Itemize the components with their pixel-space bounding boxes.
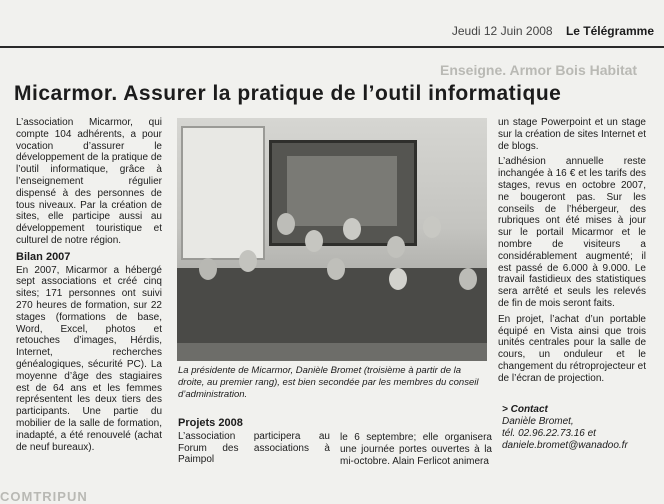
column-right <box>498 117 646 389</box>
intro-paragraph: L’association Micarmor, qui compte 104 adhérents, a pour vocation d’assurer le développement de la pratique de l’outil informatique, grâce à l’enseignement régulier dispensé à des personnes de tous niveaux. Par la création de sites, elle participe aussi au développement touristique et culturel de notre région. <box>16 117 162 246</box>
projets-heading: Projets 2008 <box>178 417 243 429</box>
contact-name: Danièle Bromet, <box>502 416 574 427</box>
photo-caption: La présidente de Micarmor, Danièle Bromet (troisième à partir de la droite, au premier rang), est bien secondée par les membres du conseil d’administration. <box>178 365 479 400</box>
adhesion-paragraph: L’adhésion annuelle reste inchangée à 16 € et les tarifs des stages, revus en octobre 2007, ne bougeront pas. Sur les conseils de l’hébergeur, des rubriques ont été mises à jour sur le portail Micarmor et le nombre de visiteurs a considérablement augmenté; il est passé de 6.000 à 9.000. Le travail fastidieux des statistiques sera arrêté et seuls les relevés de fin de mois seront faits. <box>498 156 646 309</box>
person-head <box>277 213 295 235</box>
group-photo <box>177 118 487 361</box>
bilan-heading: Bilan 2007 <box>16 250 71 263</box>
contact-email: daniele.bromet@wanadoo.fr <box>502 440 628 451</box>
person-head <box>387 236 405 258</box>
masthead <box>452 24 654 38</box>
bilan-paragraph: En 2007, Micarmor a hébergé sept associations et créé cinq sites; 171 personnes ont suivi 270 heures de formation, sur 22 stages (formations de base, Word, Excel, photos et retouches d’images, Hérdis, Internet, recherches généalogiques, sécurité PC). La moyenne d’âge des stagiaires est de 64 ans et les femmes représentent les deux tiers des participants. Une partie du mobilier de la salle de formation, inadapté, a été renouvelé (achat de neuf bureaux). <box>16 264 162 453</box>
bleed-through-text-top: Enseigne. Armor Bois Habitat <box>440 62 638 78</box>
projets-paragraph-start: L’association participera au Forum des associations à Paimpol <box>178 430 330 466</box>
contact-label: > Contact <box>502 404 548 415</box>
projets-paragraph-end: le 6 septembre; elle organisera une journée portes ouvertes à la mi-octobre. Alain Ferlicot animera <box>340 432 492 467</box>
person-head <box>343 218 361 240</box>
stage-paragraph: un stage Powerpoint et un stage sur la création de sites Internet et de blogs. <box>498 117 646 152</box>
column-bottom-left <box>178 418 330 470</box>
contact-phone: tél. 02.96.22.73.16 et <box>502 428 596 439</box>
issue-date: Jeudi 12 Juin 2008 <box>451 24 553 38</box>
person-head <box>239 250 257 272</box>
person-head <box>327 258 345 280</box>
table <box>177 343 487 361</box>
painting-inner <box>287 156 397 226</box>
headline: Micarmor. Assurer la pratique de l’outil informatique <box>14 82 562 105</box>
column-left <box>16 117 162 457</box>
window <box>181 126 265 260</box>
person-head <box>199 258 217 280</box>
person-head <box>389 268 407 290</box>
person-head <box>305 230 323 252</box>
projet-paragraph: En projet, l’achat d’un portable équipé en Vista ainsi que trois unités centrales pour la salle de cours, un onduleur et le changement du rétroprojecteur et de l’écran de projection. <box>498 313 646 384</box>
column-bottom-middle <box>340 432 492 471</box>
masthead-rule <box>0 46 664 48</box>
bleed-through-text-bottom: COMTRIPUN <box>0 489 88 504</box>
person-head <box>459 268 477 290</box>
person-head <box>423 216 441 238</box>
newspaper-name: Le Télégramme <box>565 24 654 38</box>
contact-box <box>502 404 628 452</box>
